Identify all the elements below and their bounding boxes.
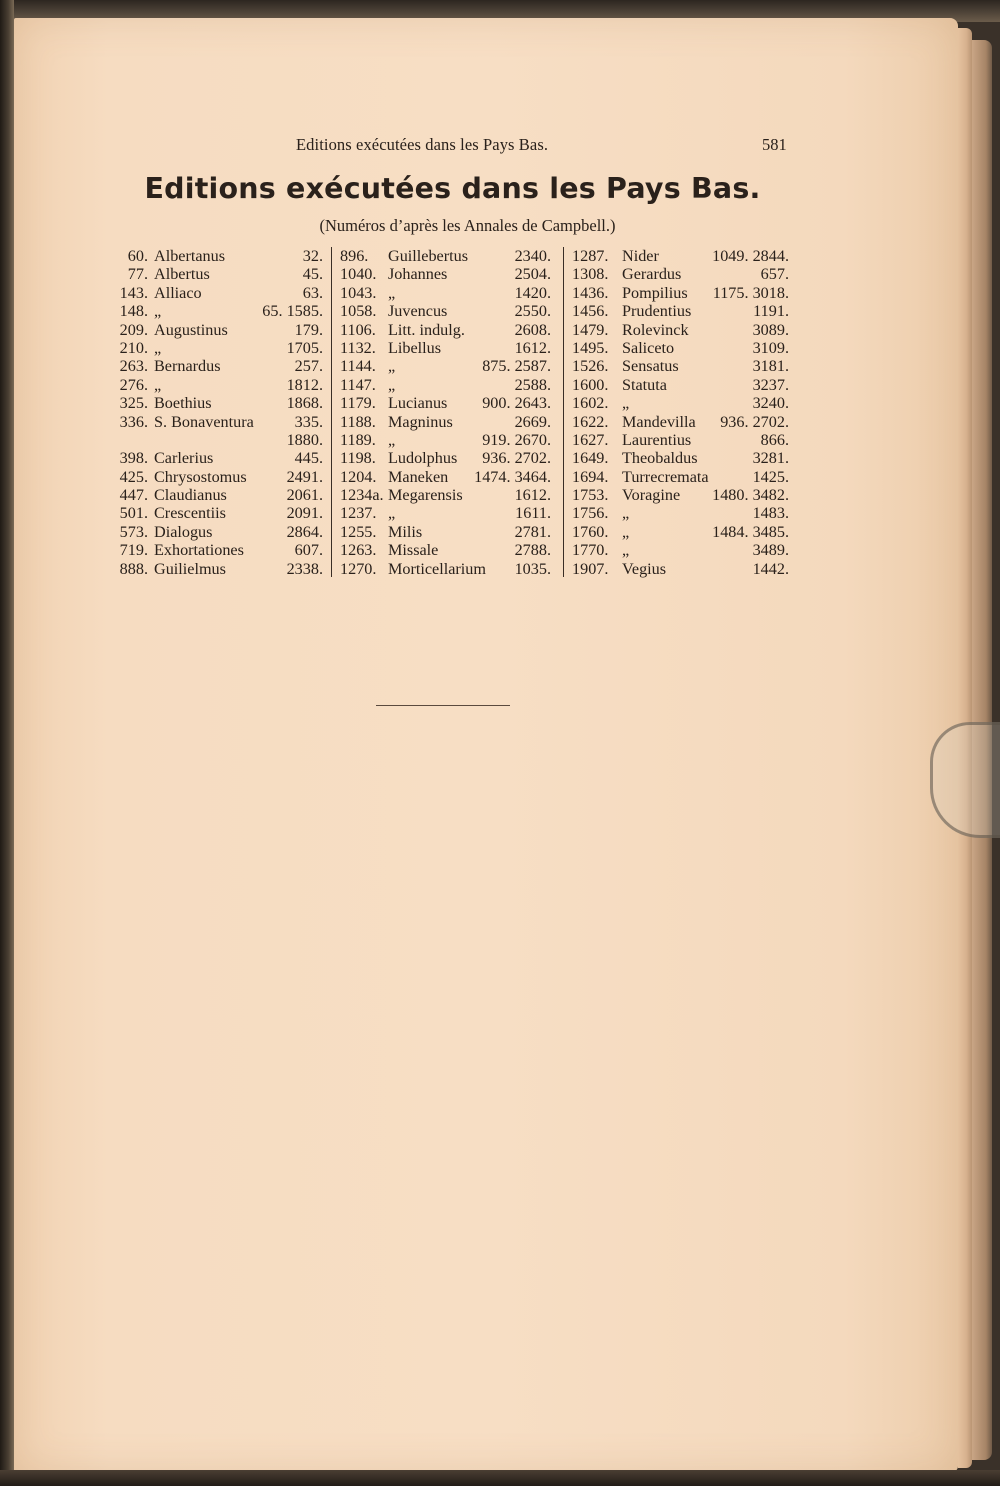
entry-pages: 1705. [286,338,323,357]
entry-pages: 2091. [286,504,323,523]
subtitle: (Numéros d’après les Annales de Campbell.) [319,216,616,235]
entry-number: 210. [119,338,148,357]
entry-name: Guilielmus [154,559,226,578]
entry-pages: 1483. [752,504,789,523]
entry-name: Missale [388,541,439,560]
entry-pages: 866. [760,430,789,449]
index-entry [336,541,553,559]
entry-number: 1237. [340,504,377,523]
index-entry [110,523,327,541]
entry-number: 1040. [340,265,377,284]
index-entry [568,376,793,394]
entry-name: Guillebertus [388,247,469,265]
entry-name: Crescentiis [154,504,226,523]
entry-name: „ [388,357,396,376]
entry-number: 888. [119,559,148,578]
entry-number: 1179. [340,394,376,413]
entry-number: 1204. [340,467,377,486]
entry-pages: 179. [294,320,323,339]
entry-pages: 1612. [514,486,551,505]
index-entry [568,486,793,504]
index-entry [568,284,793,302]
entry-number: 1058. [340,302,377,321]
index-entry [110,265,327,283]
index-column-1 [110,247,327,577]
entry-name: Morticellarium [388,559,486,578]
closing-rule [376,705,510,706]
index-entry [110,339,327,357]
entry-name: „ [388,283,396,302]
entry-number: 1602. [572,394,609,413]
scan-bottom-edge [0,1470,1000,1486]
entry-name: „ [154,338,162,357]
entry-number: 1106. [340,320,376,339]
entry-number: 719. [119,541,148,560]
index-entry [568,449,793,467]
entry-number: 1308. [572,265,609,284]
entry-name: „ [622,522,630,541]
entry-number: 501. [119,504,148,523]
entry-name: Ludolphus [388,449,458,468]
index-entry [568,523,793,541]
index-entry [336,560,553,578]
index-entry [110,247,327,265]
book-spine [0,0,14,1486]
entry-name: Exhortationes [154,541,244,560]
index-entry [110,413,327,431]
index-entry [568,431,793,449]
entry-pages: 2340. [514,247,551,265]
entry-pages: 2608. [514,320,551,339]
index-entry [110,449,327,467]
entry-pages: 607. [294,541,323,560]
entry-pages: 1442. [752,559,789,578]
entry-pages: 1611. [515,504,551,523]
entry-pages: 3089. [752,320,789,339]
entry-number: 1770. [572,541,609,560]
entry-pages: 1812. [286,375,323,394]
entry-number: 1753. [572,486,609,505]
entry-pages: 445. [294,449,323,468]
entry-name: Nider [622,247,659,265]
index-entry [568,302,793,320]
entry-pages: 1868. [286,394,323,413]
entry-number: 1600. [572,375,609,394]
entry-pages: 936. 2702. [720,412,789,431]
entry-name: Augustinus [154,320,228,339]
entry-pages: 2588. [514,375,551,394]
index-entry [110,302,327,320]
entry-name: S. Bonaventura [154,412,254,431]
entry-pages: 657. [760,265,789,284]
entry-number: 263. [119,357,148,376]
entry-number: 1627. [572,430,609,449]
entry-name: Pompilius [622,283,688,302]
entry-number: 1263. [340,541,377,560]
index-entry [110,468,327,486]
entry-number: 143. [119,283,148,302]
index-column-3 [563,247,793,577]
index-entry [568,247,793,265]
entry-name: „ [154,302,162,321]
entry-pages: 936. 2702. [482,449,551,468]
entry-number: 77. [127,265,148,284]
entry-number: 1526. [572,357,609,376]
index-entry [568,413,793,431]
index-entry [336,431,553,449]
index-column-2 [331,247,553,577]
entry-name: Laurentius [622,430,692,449]
entry-pages: 1880. [286,430,323,449]
index-entry [336,486,553,504]
index-entry [568,504,793,522]
index-entry [336,284,553,302]
entry-name: Dialogus [154,522,213,541]
index-entry [336,247,553,265]
index-entry [336,265,553,283]
entry-pages: 3181. [752,357,789,376]
entry-pages: 3237. [752,375,789,394]
entry-name: Juvencus [388,302,448,321]
entry-pages: 2781. [514,522,551,541]
entry-number: 336. [119,412,148,431]
entry-name: „ [388,430,396,449]
index-entry [336,468,553,486]
entry-number: 1287. [572,247,609,265]
entry-name: Rolevinck [622,320,689,339]
entry-pages: 2504. [514,265,551,284]
entry-number: 276. [119,375,148,394]
entry-number: 1144. [340,357,376,376]
entry-name: Prudentius [622,302,692,321]
entry-name: Albertus [154,265,210,284]
index-entry [568,394,793,412]
entry-pages: 900. 2643. [482,394,551,413]
entry-name: Litt. indulg. [388,320,465,339]
running-head: Editions exécutées dans les Pays Bas. [296,135,549,154]
entry-pages: 1484. 3485. [712,522,789,541]
entry-number: 425. [119,467,148,486]
entry-name: Vegius [622,559,667,578]
entry-name: „ [388,375,396,394]
entry-name: Sensatus [622,357,679,376]
index-entry [110,394,327,412]
index-entry [568,560,793,578]
entry-pages: 1474. 3464. [474,467,551,486]
index-entry [110,504,327,522]
entry-number: 1188. [340,412,376,431]
entry-pages: 2669. [514,412,551,431]
entry-pages: 3109. [752,338,789,357]
entry-number: 1479. [572,320,609,339]
entry-number: 1255. [340,522,377,541]
entry-number: 573. [119,522,148,541]
entry-name: Lucianus [388,394,448,413]
entry-name: Bernardus [154,357,221,376]
index-entry [110,541,327,559]
entry-name: „ [154,375,162,394]
entry-name: Carlerius [154,449,214,468]
entry-name: Maneken [388,467,449,486]
entry-pages: 1191. [753,302,789,321]
entry-pages: 3240. [752,394,789,413]
entry-number: 1622. [572,412,609,431]
entry-name: Johannes [388,265,448,284]
entry-number: 1694. [572,467,609,486]
index-entry [336,376,553,394]
index-entry [336,339,553,357]
entry-number: 1907. [572,559,609,578]
entry-pages: 2550. [514,302,551,321]
entry-pages: 1175. 3018. [712,283,789,302]
entry-number: 1132. [340,338,376,357]
entry-name: Turrecremata [622,467,709,486]
entry-pages: 875. 2587. [482,357,551,376]
index-entry [110,357,327,375]
entry-name: Theobaldus [622,449,698,468]
index-entry [336,321,553,339]
entry-number: 325. [119,394,148,413]
index-entry [568,265,793,283]
index-entry [110,284,327,302]
entry-name: Alliaco [154,283,202,302]
entry-pages: 1480. 3482. [712,486,789,505]
index-entry [568,321,793,339]
entry-name: „ [622,504,630,523]
entry-number: 148. [119,302,148,321]
entry-pages: 3281. [752,449,789,468]
entry-name: Megarensis [388,486,463,505]
entry-number: 1270. [340,559,377,578]
entry-number: 1043. [340,283,377,302]
entry-number: 1649. [572,449,609,468]
entry-name: Milis [388,522,423,541]
index-entry [110,486,327,504]
entry-name: „ [388,504,396,523]
entry-number: 1756. [572,504,609,523]
entry-pages: 257. [294,357,323,376]
entry-number: 1189. [340,430,376,449]
entry-pages: 45. [302,265,323,284]
entry-pages: 3489. [752,541,789,560]
entry-name: Magninus [388,412,453,431]
entry-pages: 2061. [286,486,323,505]
entry-pages: 1035. [514,559,551,578]
entry-pages: 2864. [286,522,323,541]
entry-name: Libellus [388,338,442,357]
page-number: 581 [762,135,787,154]
index-entry [336,394,553,412]
entry-name: Statuta [622,375,667,394]
entry-pages: 65. 1585. [262,302,323,321]
entry-pages: 32. [302,247,323,265]
entry-number: 209. [119,320,148,339]
index-entry [110,560,327,578]
index-entry [336,357,553,375]
entry-name: Voragine [622,486,681,505]
index-entry [110,376,327,394]
entry-name: Albertanus [154,247,226,265]
entry-number: 1760. [572,522,609,541]
entry-number: 447. [119,486,148,505]
index-entry [336,413,553,431]
entry-pages: 1425. [752,467,789,486]
index-entry [110,431,327,449]
entry-pages: 2338. [286,559,323,578]
entry-name: Boethius [154,394,212,413]
entry-pages: 919. 2670. [482,430,551,449]
entry-number: 1495. [572,338,609,357]
index-entry [568,339,793,357]
index-entry [568,541,793,559]
index-entry [568,357,793,375]
page-title: Editions exécutées dans les Pays Bas. [144,172,761,205]
entry-number: 398. [119,449,148,468]
index-entry [336,523,553,541]
entry-pages: 2491. [286,467,323,486]
entry-name: Claudianus [154,486,227,505]
book-page [14,18,958,1472]
index-entry [336,302,553,320]
entry-name: Gerardus [622,265,682,284]
index-entry [568,468,793,486]
entry-pages: 1049. 2844. [712,247,789,265]
entry-pages: 2788. [514,541,551,560]
entry-number: 1147. [340,375,376,394]
entry-name: Mandevilla [622,412,696,431]
entry-pages: 1420. [514,283,551,302]
entry-name: „ [622,394,630,413]
index-entry [110,321,327,339]
entry-number: 60. [127,247,148,265]
entry-number: 1198. [340,449,376,468]
entry-number: 1436. [572,283,609,302]
entry-number: 896. [340,247,369,265]
index-entry [336,449,553,467]
entry-number: 1456. [572,302,609,321]
entry-pages: 335. [294,412,323,431]
entry-pages: 63. [302,283,323,302]
entry-name: Chrysostomus [154,467,247,486]
entry-pages: 1612. [514,338,551,357]
entry-number: 1234a. [340,486,384,505]
index-entry [336,504,553,522]
entry-name: Saliceto [622,338,675,357]
entry-name: „ [622,541,630,560]
